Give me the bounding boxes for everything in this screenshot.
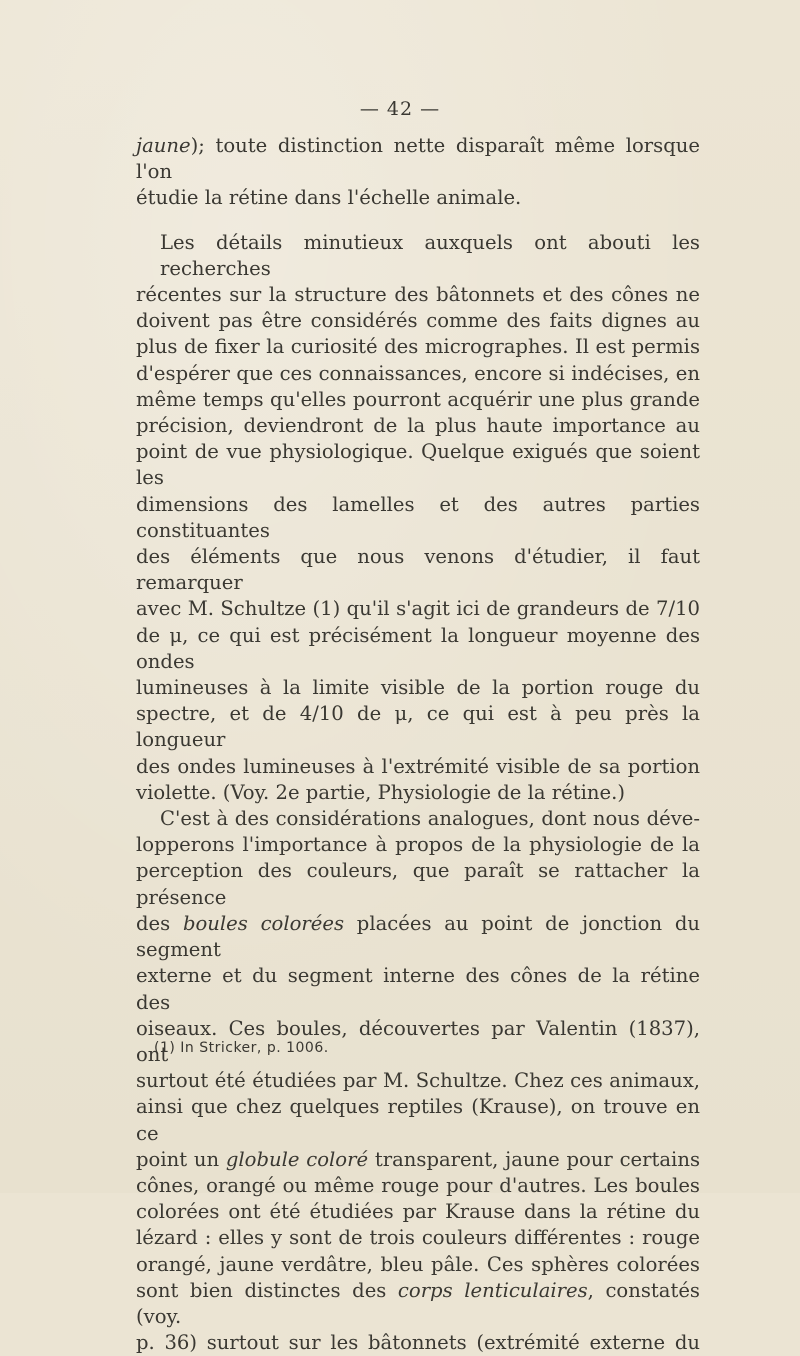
line-text: cônes, orangé ou même rouge pour d'autres. Les boules [136,1173,700,1197]
paragraph-boules [136,806,700,1356]
text-line: des ondes lumineuses à l'extrémité visible de sa portion [136,754,700,778]
italic-term: corps lenticulaires [397,1278,588,1302]
line-text: colorées ont été étudiées par Krause dans la rétine du [136,1200,700,1224]
text-line [136,963,700,1015]
line-text: sont bien distinctes des [136,1278,398,1302]
line-text: perception des couleurs, que paraît se rattacher la présence [136,859,700,909]
text-line: des éléments que nous venons d'étudier, il faut remarquer [136,545,700,595]
line-text: ); toute distinction nette disparaît même lorsque l'on [136,134,700,184]
paragraph-details [136,230,700,806]
italic-term: globule coloré [225,1147,369,1171]
italic-term: boules colorées [182,911,345,935]
paragraph-continuation [136,133,700,212]
text-line: de μ, ce qui est précisément la longueur moyenne des ondes [136,623,700,673]
line-text: p. 36) surtout sur les bâtonnets (extrémité externe du [136,1331,700,1355]
line-text: C'est à des considérations analogues, dont nous déve- [160,807,700,831]
line-text: oiseaux. Ces boules, découvertes par Valentin (1837), ont [136,1016,700,1066]
text-line: étudie la rétine dans l'échelle animale. [136,186,522,210]
line-text: lézard : elles y sont de trois couleurs différentes : rouge [136,1226,700,1250]
line-text: des [136,911,183,935]
line-text: , constatés (voy. [136,1278,700,1328]
text-line: plus de fixer la curiosité des micrographes. Il est permis [136,335,700,359]
line-text: transparent, jaune pour certains [368,1147,701,1171]
text-line [136,1330,700,1356]
footnote: (1) In Stricker, p. 1006. [154,1040,329,1056]
text-line: d'espérer que ces connaissances, encore si indécises, en [136,361,700,385]
text-line [136,1199,700,1225]
line-text: ainsi que chez quelques reptiles (Krause), on trouve en ce [136,1095,700,1145]
text-line [136,133,700,185]
text-line [136,911,700,963]
body-text [136,133,700,1356]
page-number: — 42 — [359,98,441,120]
text-line [136,1068,700,1094]
text-line: violette. (Voy. 2e partie, Physiologie de la rétine.) [136,780,626,804]
text-line: Les détails minutieux auxquels ont abouti les recherches [160,230,700,280]
line-text: surtout été étudiées par M. Schultze. Chez ces animaux, [136,1069,700,1093]
line-text: orangé, jaune verdâtre, bleu pâle. Ces sphères colorées [136,1252,700,1276]
text-line [136,1278,700,1330]
text-line: doivent pas être considérés comme des faits dignes au [136,309,700,333]
text-line: point de vue physiologique. Quelque exigués que soient les [136,440,700,490]
text-line: lumineuses à la limite visible de la portion rouge du [136,676,700,700]
line-text: placées au point de jonction du segment [136,911,700,962]
text-line: récentes sur la structure des bâtonnets et des cônes ne [136,283,700,307]
text-line: spectre, et de 4/10 de μ, ce qui est à peu près la longueur [136,702,700,752]
text-line [136,832,700,858]
italic-word: jaune [136,134,191,157]
text-line [136,1173,700,1199]
line-text: point un [136,1147,226,1171]
text-line: même temps qu'elles pourront acquérir une plus grande [136,387,700,411]
text-line [136,1225,700,1251]
text-line [136,1094,700,1146]
line-text: lopperons l'importance à propos de la physiologie de la [136,833,700,857]
text-line [136,806,700,832]
text-line [136,1147,700,1173]
text-line [136,1252,700,1278]
text-line: précision, deviendront de la plus haute importance au [136,414,700,438]
text-line: avec M. Schultze (1) qu'il s'agit ici de grandeurs de 7/10 [136,597,700,621]
line-text: externe et du segment interne des cônes de la rétine des [136,964,700,1014]
text-line [136,858,700,910]
text-line: dimensions des lamelles et des autres parties constituantes [136,492,700,542]
